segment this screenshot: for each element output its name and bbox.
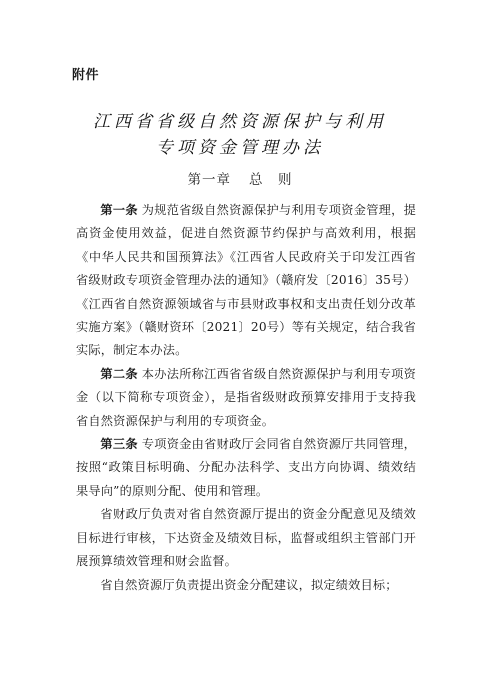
paragraph: [76, 433, 416, 503]
paragraph-text: 省财政厅负责对省自然资源厅提出的资金分配意见及绩效目标进行审核，下达资金及绩效目标，监督或组织主管部门开展预算绩效管理和财会监督。: [76, 507, 416, 569]
document-title-line-1: 江西省省级自然资源保护与利用: [93, 112, 387, 132]
chapter-heading: [0, 168, 480, 188]
document-body: [76, 199, 416, 597]
article-number: 第二条: [100, 366, 138, 381]
article-number: 第三条: [100, 437, 138, 452]
paragraph-text: 本办法所称江西省省级自然资源保护与利用专项资金（以下简称专项资金），是指省级财政预算安排用于支持我省自然资源保护与利用的专项资金。: [76, 366, 416, 428]
paragraph: [76, 363, 416, 433]
paragraph: [76, 199, 416, 363]
chapter-name: 总 则: [249, 172, 293, 188]
article-number: 第一条: [100, 203, 138, 217]
document-title-line-2: 专项资金管理办法: [156, 138, 324, 158]
paragraph-text: 省自然资源厅负责提出资金分配建议，拟定绩效目标；: [100, 577, 398, 592]
paragraph-text: 为规范省级自然资源保护与利用专项资金管理，提高资金使用效益，促进自然资源节约保护与高效利用，根据《中华人民共和国预算法》《江西省人民政府关于印发江西省省级财政专项资金管理办法的通知》（赣府发〔2016〕35号）《江西省自然资源领域省与市县财政事权和支出责任划分改革实施方案》（赣财资环〔2021〕20号）等有关规定，结合我省实际，制定本办法。: [76, 203, 416, 358]
attachment-label: 附件: [72, 68, 100, 83]
chapter-number: 第一章: [187, 172, 231, 188]
paragraph: [76, 574, 416, 597]
paragraph: [76, 503, 416, 573]
paragraph-text: 专项资金由省财政厅会同省自然资源厅共同管理，按照“政策目标明确、分配办法科学、支出方向协调、绩效结果导向”的原则分配、使用和管理。: [76, 437, 416, 498]
